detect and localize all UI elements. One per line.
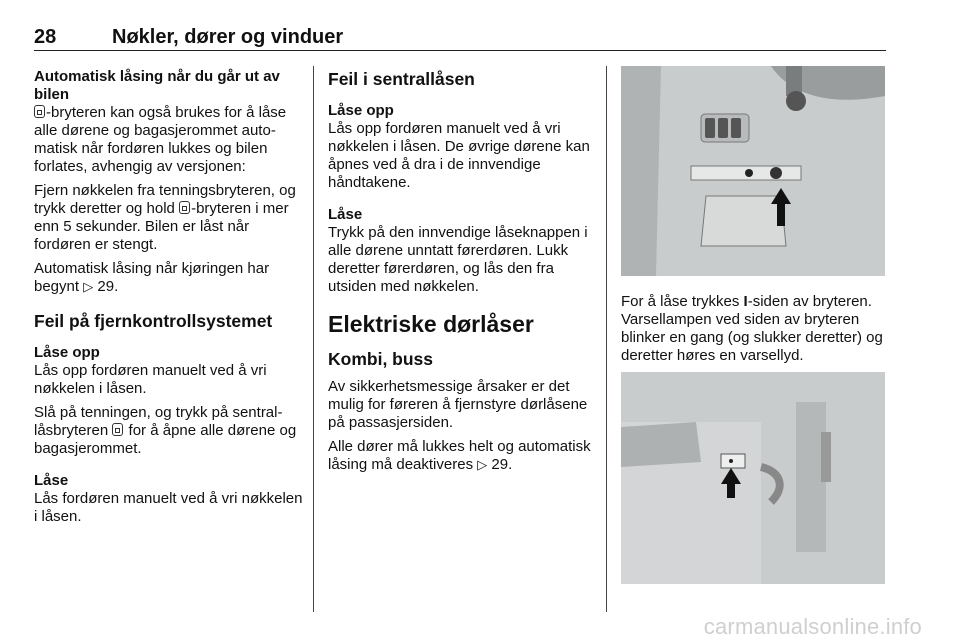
heading-remote-fault: Feil på fjernkontrollsystemet [34, 311, 273, 331]
paragraph: Automatisk låsing når kjøringen har begynt ▷ 29. [34, 260, 270, 295]
heading-kombi-bus: Kombi, buss [328, 349, 434, 369]
paragraph: Lås fordøren manuelt ved å vri nøkkelen i låsen. [34, 490, 303, 525]
heading-auto-lock: Automatisk låsing når du går ut av bilen [34, 68, 280, 103]
lock-key-icon [112, 423, 123, 436]
lock-key-icon [34, 105, 45, 118]
page-number: 28 [34, 26, 57, 48]
paragraph: Trykk på den innvendige låseknappen i alle dørene unntatt førerdøren. Lukk deretter førerdøren, og lås den fra utsiden med nøkkelen. [328, 224, 588, 295]
watermark: carmanualsonline.info [703, 614, 922, 639]
column-divider [313, 66, 314, 612]
column-left [34, 68, 304, 532]
page-ref[interactable]: 29. [491, 456, 513, 473]
paragraph: Alle dører må lukkes helt og automatisk låsing må deaktiveres ▷ 29. [328, 438, 591, 473]
subheading-unlock: Låse opp [34, 344, 100, 361]
paragraph: Slå på tenningen, og trykk på sentrallåsbryteren for å åpne alle dørene og bagasjerommet. [34, 404, 297, 457]
subheading-lock: Låse [34, 472, 69, 489]
page-header [34, 26, 886, 51]
figure-door-switch [621, 372, 885, 584]
lock-key-icon [179, 201, 190, 214]
column-middle [328, 68, 598, 480]
switch-side-label: I [743, 293, 748, 310]
subheading-unlock: Låse opp [328, 102, 394, 119]
figure-dashboard-switch [621, 66, 885, 276]
paragraph: Av sikkerhetsmessige årsaker er det mulig for føreren å fjernstyre dørlåsene på passasjersiden. [328, 378, 588, 431]
paragraph: For å låse trykkes I-siden av bryteren. Varsellampen ved siden av bryteren blinker en gang (og slukker deretter) og deretter høres en varsellyd. [621, 293, 883, 364]
page-ref-arrow-icon: ▷ [83, 279, 94, 294]
page-ref-arrow-icon: ▷ [477, 457, 488, 472]
page-ref[interactable]: 29. [97, 278, 119, 295]
paragraph: Fjern nøkkelen fra tenningsbryteren, og trykk deretter og hold -bryteren i mer enn 5 sekunder. Bilen er låst når fordøren er stengt. [34, 182, 296, 253]
page-title: Nøkler, dører og vinduer [112, 26, 344, 48]
subheading-lock: Låse [328, 206, 363, 223]
paragraph: -bryteren kan også brukes for å låse alle dørene og bagasjerommet automatisk når fordøren lukkes og bilen forlates, avhengig av versjonen: [34, 104, 287, 175]
heading-electric-locks: Elektriske dørlåser [328, 311, 534, 337]
column-divider [606, 66, 607, 612]
heading-central-fault: Feil i sentrallåsen [328, 69, 475, 89]
column-right [621, 293, 887, 371]
paragraph: Lås opp fordøren manuelt ved å vri nøkkelen i låsen. De øvrige dørene kan åpnes ved å dra i de innvendige håndtakene. [328, 120, 590, 191]
paragraph: Lås opp fordøren manuelt ved å vri nøkkelen i låsen. [34, 362, 267, 397]
